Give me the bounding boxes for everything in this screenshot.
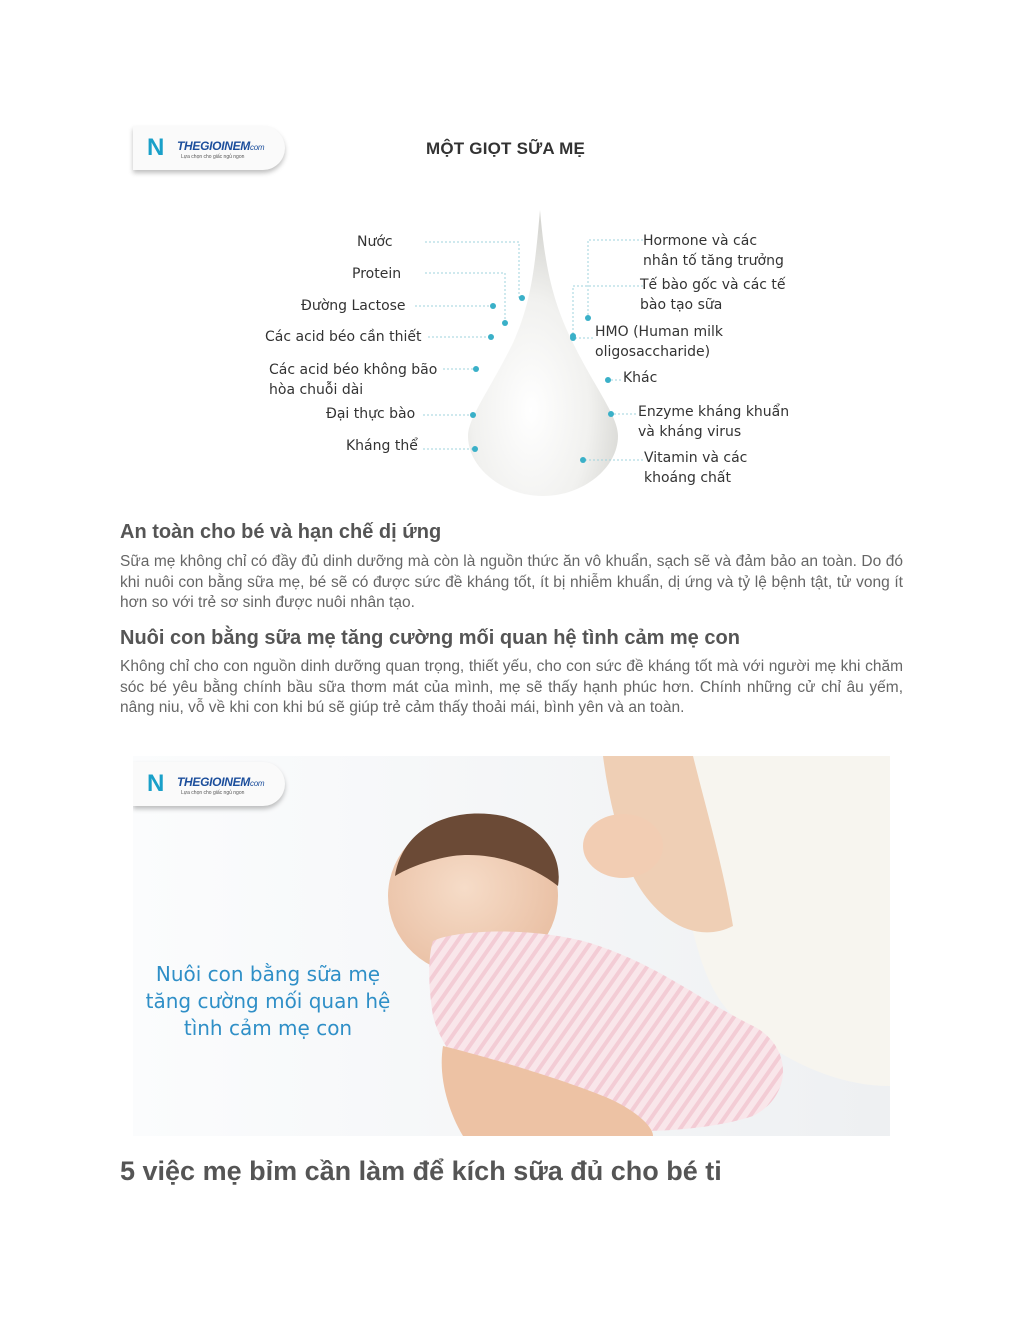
dot-khac	[605, 377, 611, 383]
dot-nuoc	[519, 295, 525, 301]
logo-mark-2: N	[147, 770, 165, 797]
section-heading-safety: An toàn cho bé và hạn chế dị ứng	[120, 521, 442, 543]
label-acid-beo-khong-bao: Các acid béo không bão	[269, 362, 438, 378]
milk-drop-diagram	[133, 118, 833, 503]
section-body-safety: Sữa mẹ không chỉ có đầy đủ dinh dưỡng mà còn là nguồn thức ăn vô khuẩn, sạch sẽ và đảm bảo an toàn. Do đó khi nuôi con bằng sữa mẹ, bé sẽ có được sức đề kháng tốt, ít bị nhiễm khuẩn, dị ứng và tỷ lệ bệnh tật, tử vong ít hơn so với trẻ sơ sinh được nuôi nhân tạo.	[120, 553, 903, 611]
breastfeeding-illustration	[133, 756, 890, 1136]
photo-caption	[133, 961, 403, 1042]
logo-name: THEGIOINEMcom	[177, 139, 265, 153]
logo-tagline-2: Lựa chọn cho giấc ngủ ngon	[181, 790, 245, 796]
label-protein: Protein	[352, 266, 402, 282]
milk-drop-infographic	[133, 118, 833, 503]
dot-acid	[488, 334, 494, 340]
label-bao-tao-sua: bào tạo sữa	[640, 297, 723, 313]
infographic-title: MỘT GIỌT SỮA MẸ	[426, 139, 586, 158]
caption-line-1: Nuôi con bằng sữa mẹ	[155, 962, 381, 986]
section-body-bonding: Không chỉ cho con nguồn dinh dưỡng quan trọng, thiết yếu, cho con sức đề kháng tốt mà với người mẹ khi chăm sóc bé yêu bằng chính bầu sữa thơm mát của mình, mẹ sẽ thấy hạnh phúc hơn. Chính những cử chỉ âu yếm, nâng niu, vỗ về khi con khi bú sẽ giúp trẻ cảm thấy thoải mái, bình yên và an toàn.	[120, 658, 903, 716]
logo-mark: N	[147, 134, 165, 161]
dot-khangthe	[472, 446, 478, 452]
section-heading-bonding: Nuôi con bằng sữa mẹ tăng cường mối quan hệ tình cảm mẹ con	[120, 627, 740, 649]
leader-line-protein	[425, 273, 505, 323]
dot-enzyme	[608, 411, 614, 417]
label-khang-the: Kháng thể	[346, 438, 418, 454]
dot-vitamin	[580, 457, 586, 463]
dot-daithucbao	[470, 412, 476, 418]
label-khang-virus: và kháng virus	[638, 424, 742, 440]
label-hoa-chuoi-dai: hòa chuỗi dài	[269, 382, 364, 398]
label-te-bao-goc: Tế bào gốc và các tế	[640, 277, 786, 293]
caption-line-3: tình cảm mẹ con	[183, 1016, 353, 1040]
label-oligosaccharide: oligosaccharide)	[595, 344, 711, 360]
label-enzyme: Enzyme kháng khuẩn	[638, 404, 790, 420]
label-khac: Khác	[623, 370, 658, 386]
dot-hmo	[570, 335, 576, 341]
label-khoang-chat: khoáng chất	[644, 470, 731, 486]
leader-line-hormone	[588, 240, 643, 318]
baby-hand	[583, 814, 663, 878]
logo-name-2: THEGIOINEMcom	[177, 775, 265, 789]
label-nhan-to-tang-truong: nhân tố tăng trưởng	[643, 253, 784, 269]
caption-line-2: tăng cường mối quan hệ	[145, 989, 391, 1013]
section-heading-tips: 5 việc mẹ bỉm cần làm để kích sữa đủ cho bé ti	[120, 1156, 722, 1186]
dot-lactose	[490, 303, 496, 309]
label-acid-beo-can-thiet: Các acid béo cần thiết	[265, 329, 422, 345]
breastfeeding-photo	[133, 756, 890, 1136]
dot-protein	[502, 320, 508, 326]
logo-tagline: Lựa chọn cho giấc ngủ ngon	[181, 154, 245, 160]
thegioinem-logo-2	[133, 762, 285, 806]
label-duong-lactose: Đường Lactose	[301, 298, 406, 314]
label-dai-thuc-bao: Đại thực bào	[326, 406, 416, 422]
label-hmo: HMO (Human milk	[595, 324, 724, 340]
label-hormone: Hormone và các	[643, 233, 758, 249]
label-vitamin: Vitamin và các	[644, 450, 748, 466]
dot-hormone	[585, 315, 591, 321]
label-nuoc: Nước	[357, 234, 393, 250]
dot-acid-dai	[473, 366, 479, 372]
